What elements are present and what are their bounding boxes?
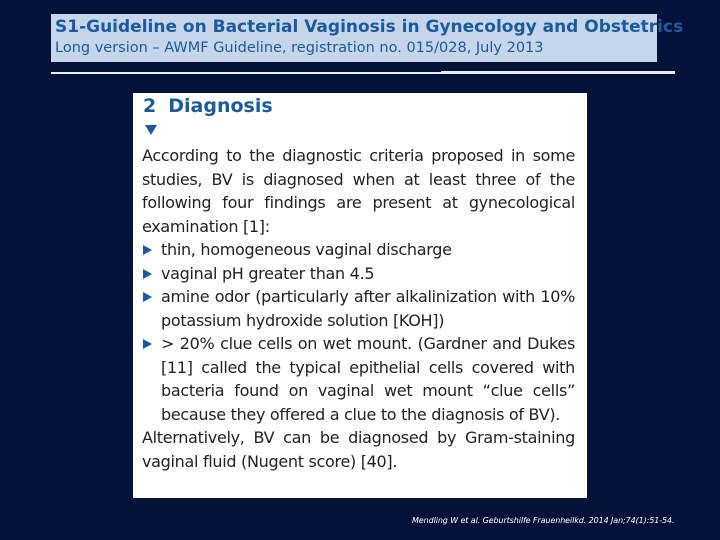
right-triangle-icon — [143, 292, 152, 302]
slide-title: S1-Guideline on Bacterial Vaginosis in Gynecology and Obstetrics — [55, 17, 684, 37]
slide-subtitle: Long version – AWMF Guideline, registration no. 015/028, July 2013 — [55, 40, 544, 56]
list-item-text: > 20% clue cells on wet mount. (Gardner and Dukes [11] called the typical epithelial cells covered with bacteria found on vaginal wet mount “clue cells” because they offered a clue to the diagnosis of BV). — [161, 334, 575, 424]
closing-paragraph: Alternatively, BV can be diagnosed by Gram-staining vaginal fluid (Nugent score) [40]. — [142, 428, 575, 471]
list-item-text: amine odor (particularly after alkalinization with 10% potassium hydroxide solution [KOH]) — [161, 287, 575, 330]
divider-line-right — [441, 71, 675, 74]
list-item — [142, 332, 575, 426]
list-item — [142, 238, 575, 262]
document-excerpt — [133, 93, 587, 498]
right-triangle-icon — [143, 245, 152, 255]
list-item — [142, 285, 575, 332]
findings-list — [142, 238, 575, 426]
list-item — [142, 262, 575, 286]
intro-paragraph: According to the diagnostic criteria proposed in some studies, BV is diagnosed when at least three of the following four findings are present at gynecological examination [1]: — [142, 146, 575, 236]
list-item-text: thin, homogeneous vaginal discharge — [161, 240, 452, 259]
source-citation: Mendling W et al. Geburtshilfe Frauenheilkd. 2014 Jan;74(1):51-54. — [412, 516, 675, 525]
right-triangle-icon — [143, 339, 152, 349]
list-item-text: vaginal pH greater than 4.5 — [161, 263, 375, 283]
section-heading — [143, 95, 273, 117]
title-banner — [51, 14, 684, 62]
down-triangle-icon — [145, 125, 157, 135]
right-triangle-icon — [143, 269, 152, 279]
section-body — [142, 144, 575, 473]
section-title: Diagnosis — [168, 95, 273, 117]
divider-line-left — [51, 72, 441, 74]
section-number: 2 — [143, 95, 157, 117]
